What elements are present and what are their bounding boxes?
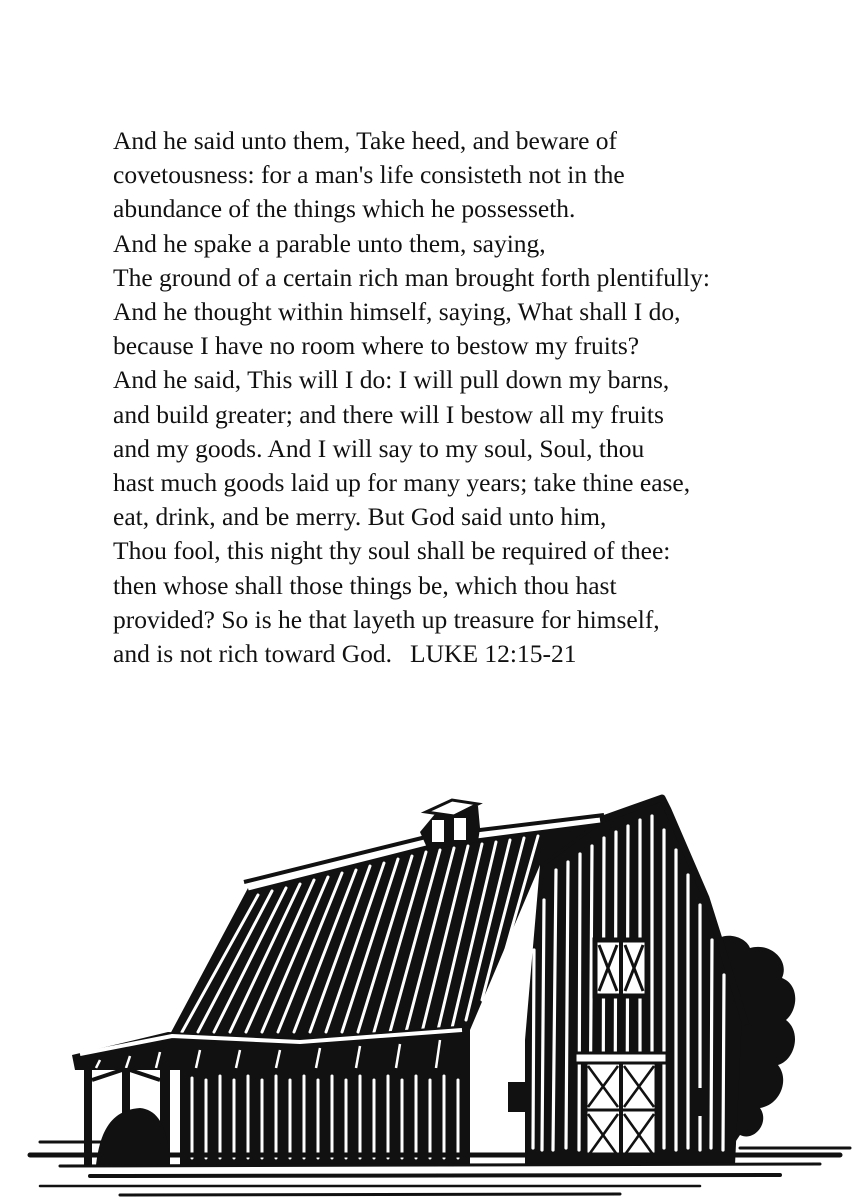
verse-line-6: And he thought within himself, saying, What shall I do,	[113, 297, 681, 327]
barn-doors	[575, 1053, 667, 1160]
verse-line-14: then whose shall those things be, which thou hast	[113, 570, 617, 600]
lean-to-shed	[72, 1025, 470, 1166]
verse-line-15: provided? So is he that layeth up treasure for himself,	[113, 604, 660, 634]
verse-line-8: And he said, This will I do: I will pull down my barns,	[113, 365, 670, 395]
verse-line-2: covetousness: for a man's life consisteth not in the	[113, 160, 625, 190]
verse-line-5: The ground of a certain rich man brought forth plentifully:	[113, 262, 710, 292]
verse-line-1: And he said unto them, Take heed, and beware of	[113, 126, 618, 155]
verse-line-16-text: and is not rich toward God.	[113, 639, 393, 669]
verse-line-4: And he spake a parable unto them, saying,	[113, 228, 546, 258]
verse-line-11: hast much goods laid up for many years; take thine ease,	[113, 468, 691, 498]
verse-line-12: eat, drink, and be merry. But God said unto him,	[113, 502, 607, 532]
verse-line-9: and build greater; and there will I bestow all my fruits	[113, 399, 664, 429]
verse-line-13: Thou fool, this night thy soul shall be required of thee:	[113, 536, 671, 566]
loft-window	[595, 940, 647, 996]
verse-line-16	[113, 637, 833, 671]
verse-line-10: and my goods. And I will say to my soul, Soul, thou	[113, 433, 645, 463]
verse-line-7: because I have no room where to bestow my fruits?	[113, 331, 640, 361]
scripture-text	[113, 124, 833, 671]
verse-line-3: abundance of the things which he possesseth.	[113, 194, 576, 224]
barn-illustration	[0, 770, 857, 1200]
scripture-reference: LUKE 12:15-21	[410, 639, 577, 669]
cupola	[420, 800, 480, 850]
